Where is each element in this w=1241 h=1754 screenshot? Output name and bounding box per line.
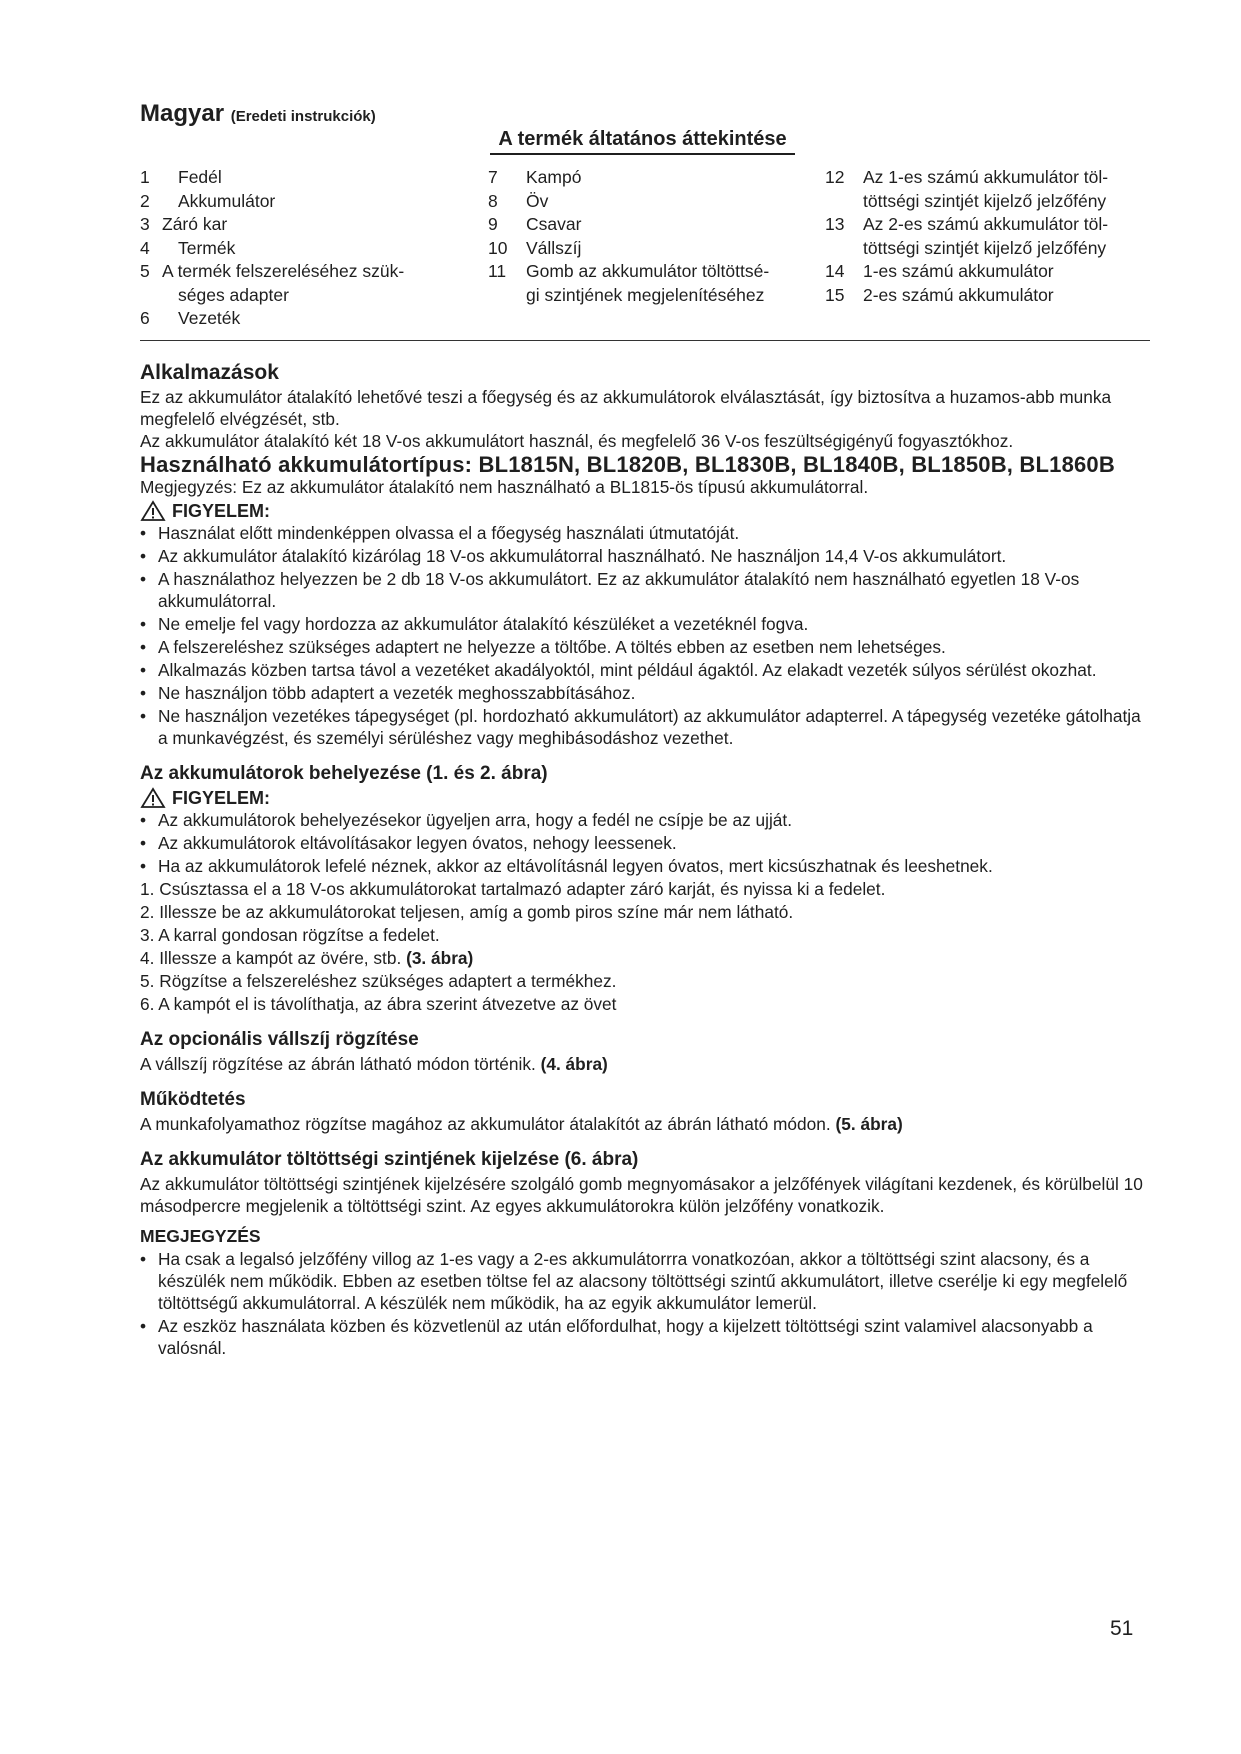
main-content [140,362,1150,1360]
part-number: 7 [488,167,498,187]
part-number: 10 [488,237,508,258]
part-number: 8 [488,190,498,211]
part-label: Gomb az akkumulátor töltöttsé- [526,261,770,281]
parts-list-item [488,237,788,261]
part-number: 9 [488,214,498,234]
install-steps-list [140,878,1150,1015]
warning-triangle-icon [140,500,166,522]
manual-page [140,100,1150,1358]
warning-item: • A használathoz helyezzen be 2 db 18 V-os akkumulátort. Ez az akkumulátor átalakító nem használható egyetlen 18 V-os akkumulátorral. [140,568,1150,612]
battery-note: Megjegyzés: Ez az akkumulátor átalakító nem használható a BL1815-ös típusú akkumulátorral. [140,477,869,497]
note-item: • Az eszköz használata közben és közvetlenül az után előfordulhat, hogy a kijelzett töltöttségi szint valamivel alacsonyabb a valósnál. [140,1315,1150,1359]
parts-list-item [140,190,440,214]
part-label: séges adapter [178,284,289,305]
parts-column-3 [825,166,1155,307]
operation-heading: Működtetés [140,1089,246,1110]
part-label: 2-es számú akkumulátor [863,284,1054,305]
part-number [140,284,178,308]
warning-item: • Ha az akkumulátorok lefelé néznek, akkor az eltávolításnál legyen óvatos, mert kicsúszhatnak és leeshetnek. [140,855,1150,877]
part-number [825,237,863,261]
note-item: • Ha csak a legalsó jelzőfény villog az 1-es vagy a 2-es akkumulátorrra vonatkozóan, akkor a töltöttségi szint alacsony, és a készülék nem működik. Ebben az esetben töltse fel az alacsony töltöttségi szintű akkumulátort, illetve cserélje ki egy megfelelő töltöttségű akkumulátorral. A készülék nem működik, ha az egyik akkumulátor lemerül. [140,1248,1150,1314]
operation-text-body: A munkafolyamathoz rögzítse magához az akkumulátor átalakítót az ábrán látható módon. [140,1114,836,1134]
install-step [140,993,1150,1015]
charge-note-list [140,1248,1150,1359]
parts-list-item [140,166,440,190]
part-label: Záró kar [162,214,228,234]
install-step-text: 3. A karral gondosan rögzítse a fedelet. [140,925,440,945]
part-label: Fedél [178,167,222,187]
part-label: gi szintjének megjelenítéséhez [526,284,765,305]
part-number: 11 [488,261,507,281]
install-step-text: 6. A kampót el is távolíthatja, az ábra szerint átvezetve az övet [140,994,617,1014]
part-label: Kampó [526,167,582,187]
part-number: 4 [140,237,150,258]
part-label: Termék [178,237,236,258]
parts-column-1 [140,166,440,331]
warning-item: • Ne emelje fel vagy hordozza az akkumulátor átalakító készüléket a vezetéknél fogva. [140,613,1150,635]
part-label: Csavar [526,214,582,234]
part-label: Az 1-es számú akkumulátor töl- [863,167,1109,187]
part-number [488,284,526,308]
install-step [140,924,1150,946]
parts-list-item [825,237,1155,261]
parts-list-item [140,260,440,284]
note-heading: MEGJEGYZÉS [140,1226,261,1246]
applications-paragraph-2: Az akkumulátor átalakító két 18 V-os akkumulátort használ, és megfelelő 36 V-os feszültségigényű fogyasztókhoz. [140,431,1014,451]
warning-item: • Ne használjon több adaptert a vezeték meghosszabbításához. [140,682,1150,704]
parts-list-item [140,237,440,261]
charge-text: Az akkumulátor töltöttségi szintjének kijelzésére szolgáló gomb megnyomásakor a jelzőfények világítani kezdenek, és körülbelül 10 másodpercre megjelenik a töltöttségi szint. Az egyes akkumulátorokra külön jelzőfény vonatkozik. [140,1174,1143,1216]
warning-triangle-icon [140,787,166,809]
battery-types-heading: Használható akkumulátortípus: BL1815N, BL1820B, BL1830B, BL1840B, BL1850B, BL1860B [140,452,1115,477]
warning-item: • Az akkumulátor átalakító kizárólag 18 V-os akkumulátorral használható. Ne használjon 14,4 V-os akkumulátort. [140,545,1150,567]
install-warning-heading [140,787,1150,809]
parts-list-item [488,260,788,284]
part-label: 1-es számú akkumulátor [863,261,1054,281]
strap-text [140,1053,1150,1075]
part-number: 3 [140,214,150,234]
parts-list-item [488,213,788,237]
warning-item: • Az akkumulátorok behelyezésekor ügyeljen arra, hogy a fedél ne csípje be az ujját. [140,809,1150,831]
install-step-text: 1. Csúsztassa el a 18 V-os akkumulátorokat tartalmazó adapter záró karját, és nyissa ki a fedelet. [140,879,886,899]
part-label: Az 2-es számú akkumulátor töl- [863,214,1109,234]
part-number: 6 [140,308,150,328]
part-label: töttségi szintjét kijelző jelzőfény [863,190,1107,211]
part-label: Öv [526,190,549,211]
part-number [825,190,863,214]
charge-heading: Az akkumulátor töltöttségi szintjének kijelzése (6. ábra) [140,1149,639,1170]
operation-figure-ref: (5. ábra) [835,1114,903,1134]
part-number: 15 [825,284,845,305]
part-label: Vezeték [178,308,241,328]
parts-list-item [488,284,788,308]
parts-list-item [488,190,788,214]
applications-heading: Alkalmazások [140,361,279,384]
parts-list-item [140,284,440,308]
install-step-figure-ref: (3. ábra) [406,948,474,968]
parts-list-item [488,166,788,190]
part-number: 5 [140,261,150,281]
warning-item: • A felszereléshez szükséges adaptert ne helyezze a töltőbe. A töltés ebben az esetben nem lehetséges. [140,636,1150,658]
strap-figure-ref: (4. ábra) [540,1054,608,1074]
install-step [140,947,1150,969]
strap-heading: Az opcionális vállszíj rögzítése [140,1029,419,1050]
parts-list-item [825,166,1155,190]
warning-label: FIGYELEM: [172,788,270,808]
parts-list-item [140,213,440,237]
language-note: (Eredeti instrukciók) [230,108,376,125]
applications-warning-list [140,522,1150,749]
install-step-text: 2. Illessze be az akkumulátorokat teljesen, amíg a gomb piros színe már nem látható. [140,902,794,922]
parts-list-item [825,213,1155,237]
part-label: Akkumulátor [178,190,276,211]
warning-label: FIGYELEM: [172,501,270,521]
page-number: 51 [1110,1617,1134,1640]
install-step [140,970,1150,992]
install-step-text: 4. Illessze a kampót az övére, stb. [140,948,407,968]
parts-column-2 [488,166,788,307]
warning-item: • Az akkumulátorok eltávolításakor legyen óvatos, nehogy leessenek. [140,832,1150,854]
strap-text-body: A vállszíj rögzítése az ábrán látható módon történik. [140,1054,541,1074]
language-heading [140,100,1150,128]
language-title: Magyar [140,100,225,127]
warning-heading [140,500,1150,522]
applications-paragraph-1: Ez az akkumulátor átalakító lehetővé teszi a főegység és az akkumulátorok elválasztását, így biztosítva a huzamos-abb munka megfelelő elvégzését, stb. [140,387,1112,429]
parts-list-item [825,190,1155,214]
part-label: töttségi szintjét kijelző jelzőfény [863,237,1107,258]
part-number: 1 [140,167,150,187]
install-step-text: 5. Rögzítse a felszereléshez szükséges adaptert a termékhez. [140,971,617,991]
part-number: 13 [825,214,845,234]
warning-item: • Ne használjon vezetékes tápegységet (pl. hordozható akkumulátort) az akkumulátor adapterrel. A tápegység vezetéke gátolhatja a munkavégzést, és személyi sérüléshez vagy meghibásodáshoz vezethet. [140,705,1150,749]
install-heading: Az akkumulátorok behelyezése (1. és 2. ábra) [140,763,548,784]
part-label: A termék felszereléséhez szük- [162,261,405,281]
install-warning-list [140,809,1150,877]
parts-list-item [140,307,440,331]
part-label: Vállszíj [526,237,582,258]
section-divider [140,340,1150,341]
parts-list-item [825,260,1155,284]
operation-text [140,1113,1150,1135]
parts-list-item [825,284,1155,308]
warning-item: • Alkalmazás közben tartsa távol a vezetéket akadályoktól, mint például ágaktól. Az elakadt vezeték súlyos sérülést okozhat. [140,659,1150,681]
overview-title: A termék áltatános áttekintése [490,128,795,155]
part-number: 2 [140,190,150,211]
part-number: 12 [825,167,845,187]
install-step [140,901,1150,923]
warning-item: • Használat előtt mindenképpen olvassa el a főegység használati útmutatóját. [140,522,1150,544]
part-number: 14 [825,261,845,281]
install-step [140,878,1150,900]
